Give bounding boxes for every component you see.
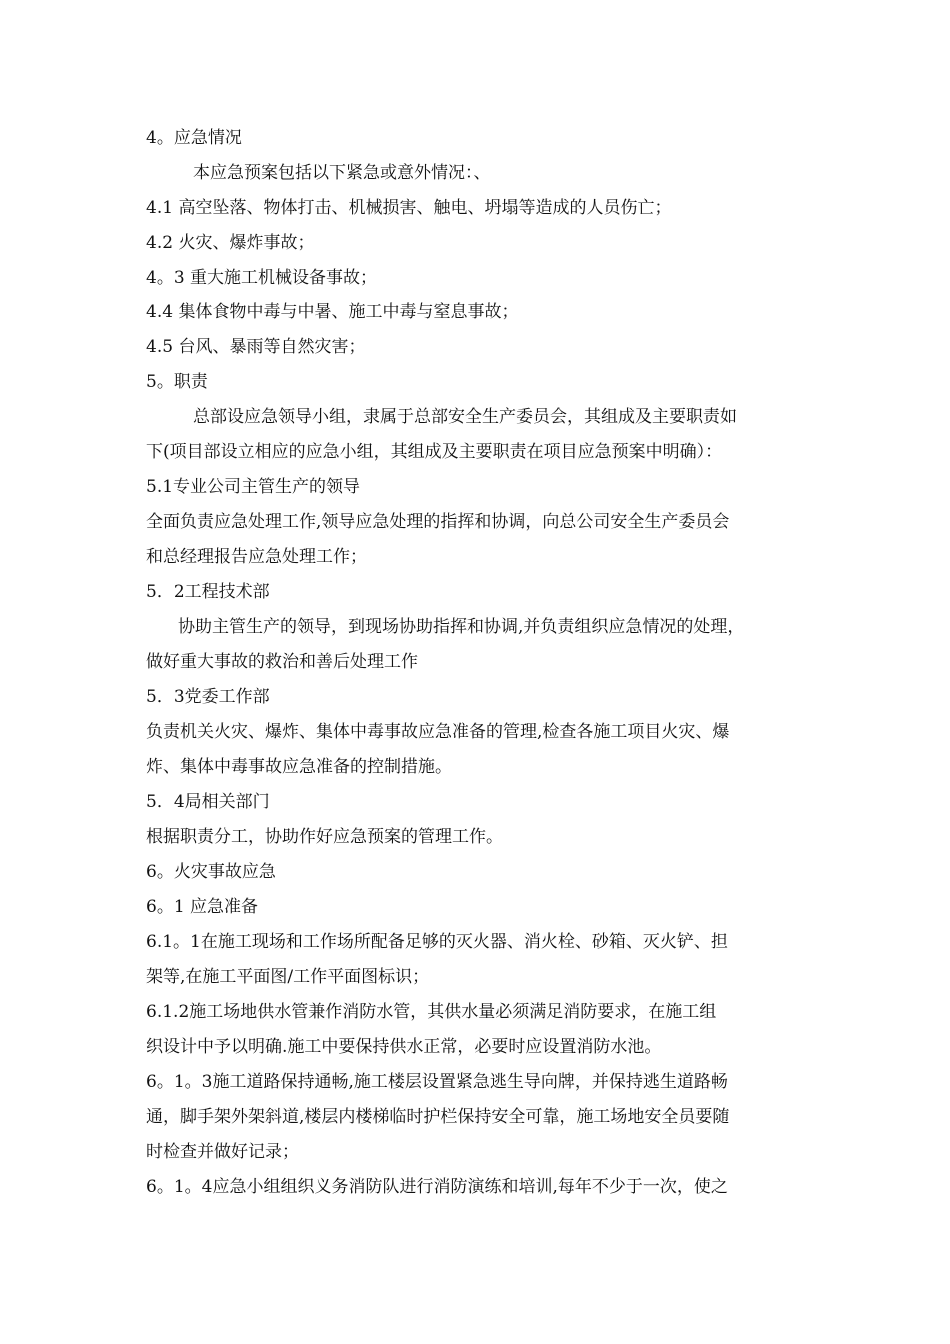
paragraph-line: 6.1.2施工场地供水管兼作消防水管，其供水量必须满足消防要求，在施工组 (146, 1002, 717, 1022)
list-item: 4.1 高空坠落、物体打击、机械损害、触电、坍塌等造成的人员伤亡； (146, 198, 672, 218)
list-item: 4。3 重大施工机械设备事故； (146, 268, 378, 288)
paragraph-line: 总部设应急领导小组，隶属于总部安全生产委员会，其组成及主要职责如 (193, 407, 737, 427)
paragraph-line: 协助主管生产的领导，到现场协助指挥和协调,并负责组织应急情况的处理， (178, 617, 745, 637)
subsection-heading: 5．4局相关部门 (146, 792, 270, 812)
paragraph-line: 6。1。4应急小组组织义务消防队进行消防演练和培训,每年不少于一次，使之 (146, 1177, 728, 1197)
paragraph-line: 时检查并做好记录； (146, 1142, 299, 1162)
paragraph-line: 本应急预案包括以下紧急或意外情况：、 (193, 163, 491, 183)
section-heading: 4。应急情况 (146, 128, 242, 148)
subsection-heading: 6。1 应急准备 (146, 897, 259, 917)
paragraph-line: 6.1。1在施工现场和工作场所配备足够的灭火器、消火栓、砂箱、灭火铲、担 (146, 932, 728, 952)
paragraph-line: 6。1。3施工道路保持通畅,施工楼层设置紧急逃生导向牌，并保持逃生道路畅 (146, 1072, 728, 1092)
list-item: 4.4 集体食物中毒与中暑、施工中毒与窒息事故； (146, 302, 519, 322)
paragraph-line: 做好重大事故的救治和善后处理工作 (146, 652, 418, 672)
subsection-heading: 5．2工程技术部 (146, 582, 270, 602)
paragraph-line: 和总经理报告应急处理工作； (146, 547, 367, 567)
subsection-heading: 5．3党委工作部 (146, 687, 270, 707)
paragraph-line: 炸、集体中毒事故应急准备的控制措施。 (146, 757, 452, 777)
paragraph-line: 架等,在施工平面图/工作平面图标识； (146, 967, 430, 987)
list-item: 4.2 火灾、爆炸事故； (146, 233, 315, 253)
paragraph-line: 全面负责应急处理工作,领导应急处理的指挥和协调，向总公司安全生产委员会 (146, 512, 730, 532)
subsection-heading: 5.1专业公司主管生产的领导 (146, 477, 361, 497)
paragraph-line: 负责机关火灾、爆炸、集体中毒事故应急准备的管理,检查各施工项目火灾、爆 (146, 722, 730, 742)
section-heading: 6。火灾事故应急 (146, 862, 276, 882)
paragraph-line: 织设计中予以明确.施工中要保持供水正常，必要时应设置消防水池。 (146, 1037, 662, 1057)
section-heading: 5。职责 (146, 372, 208, 392)
list-item: 4.5 台风、暴雨等自然灾害； (146, 337, 366, 357)
paragraph-line: 下(项目部设立相应的应急小组，其组成及主要职责在项目应急预案中明确）： (146, 442, 723, 462)
paragraph-line: 通，脚手架外架斜道,楼层内楼梯临时护栏保持安全可靠，施工场地安全员要随 (146, 1107, 730, 1127)
paragraph-line: 根据职责分工，协助作好应急预案的管理工作。 (146, 827, 503, 847)
